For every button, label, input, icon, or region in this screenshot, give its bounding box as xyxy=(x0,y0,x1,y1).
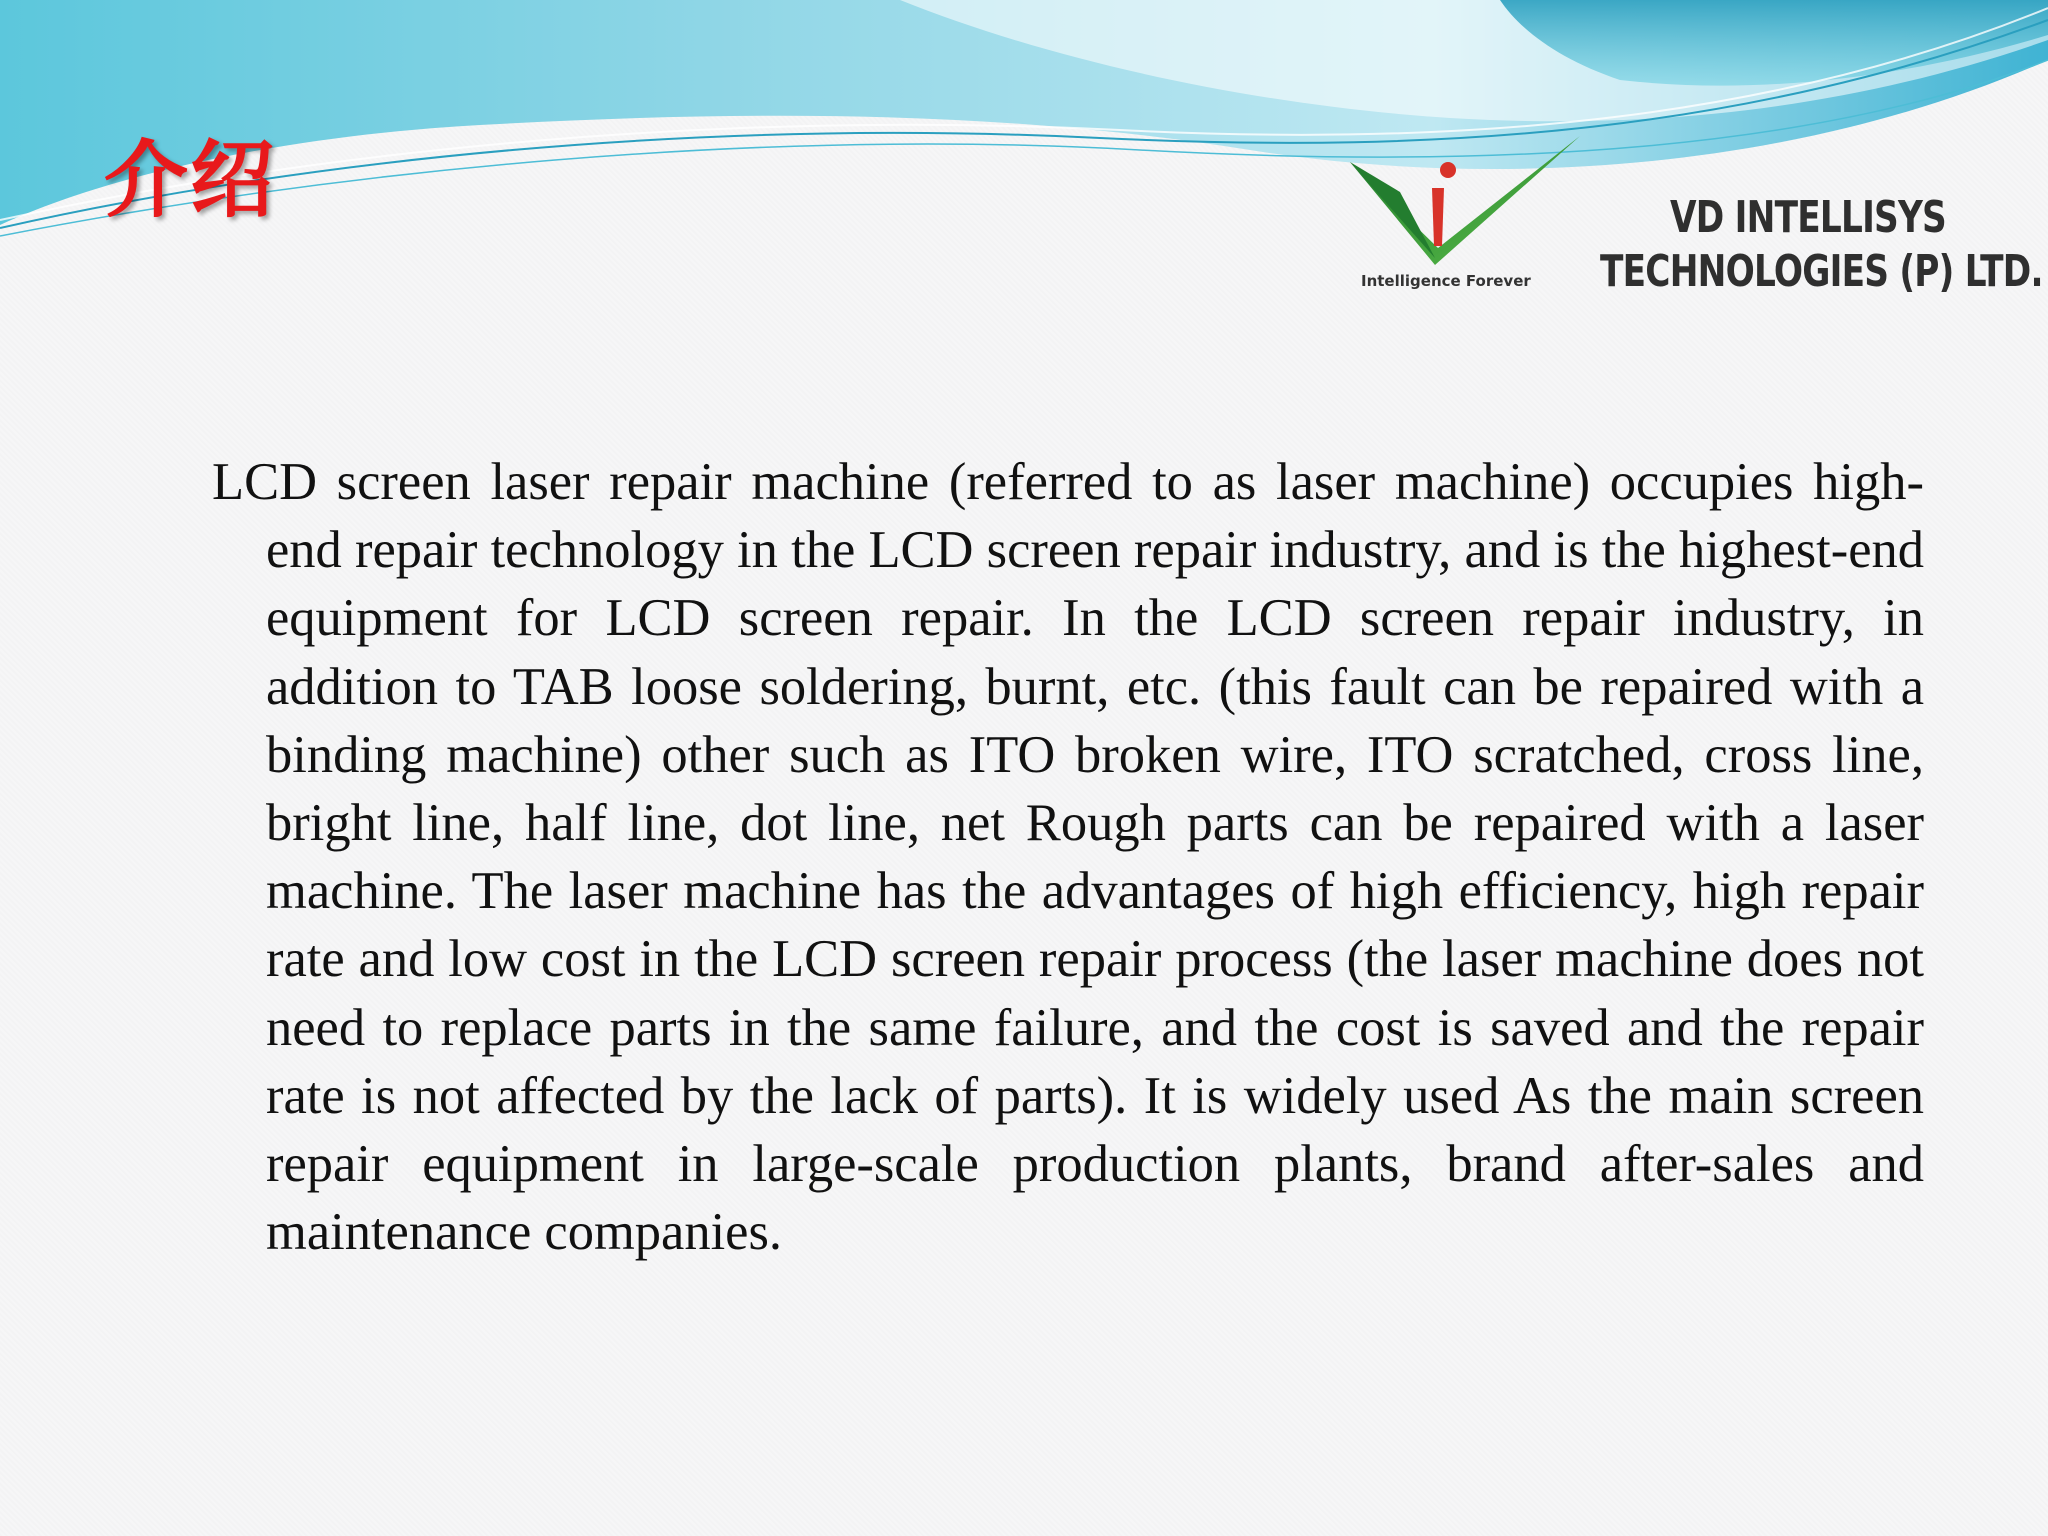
slide-title: 介绍 xyxy=(104,131,277,229)
company-name-line1: VD INTELLISYS xyxy=(1670,192,1947,243)
logo-tagline: Intelligence Forever xyxy=(1361,272,1531,290)
company-name-line2: TECHNOLOGIES (P) LTD. xyxy=(1600,246,2043,297)
company-logo xyxy=(1340,130,2043,300)
body-paragraph: LCD screen laser repair machine (referred to as laser machine) occupies high-end repair technology in the LCD screen repair industry, and is the highest-end equipment for LCD screen repair. In the LCD screen repair industry, in addition to TAB loose soldering, burnt, etc. (this fault can be repaired with a binding machine) other such as ITO broken wire, ITO scratched, cross line, bright line, half line, dot line, net Rough parts can be repaired with a laser machine. The laser machine has the advantages of high efficiency, high repair rate and low cost in the LCD screen repair process (the laser machine does not need to replace parts in the same failure, and the cost is saved and the repair rate is not affected by the lack of parts). It is widely used As the main screen repair equipment in large-scale production plants, brand after-sales and maintenance companies. xyxy=(212,453,1924,1262)
